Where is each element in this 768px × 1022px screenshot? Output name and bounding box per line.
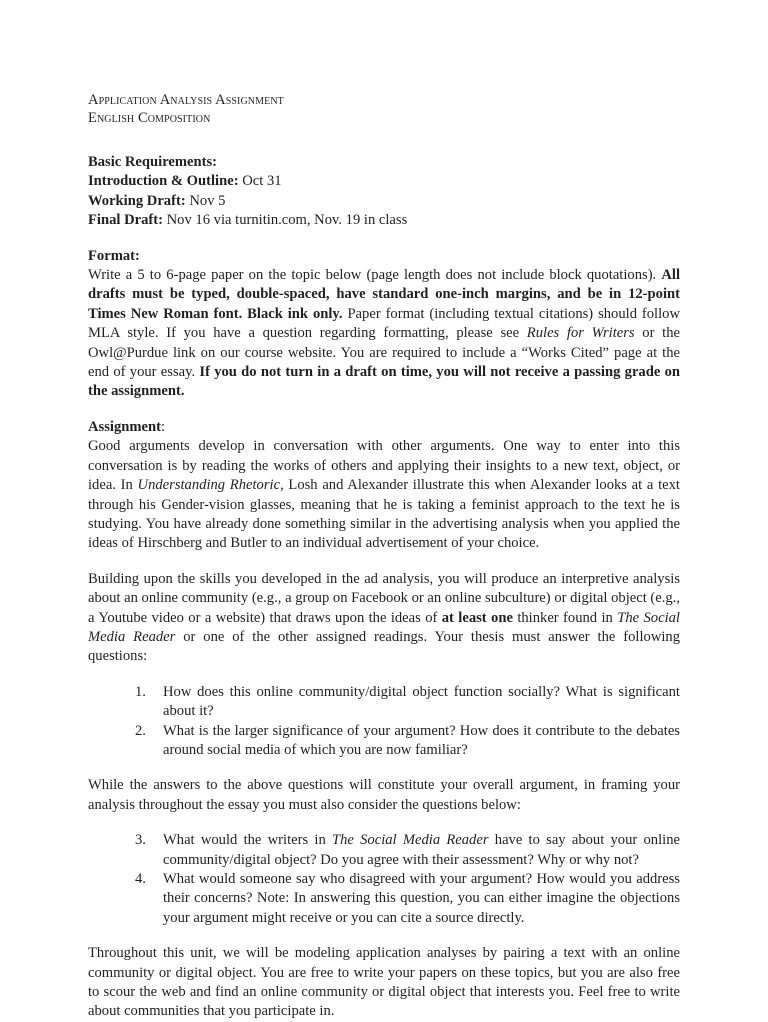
- list-item: [88, 722, 680, 761]
- format-paragraph: [88, 266, 680, 402]
- assignment-paragraph-2-block: [88, 570, 680, 667]
- questions-list-first: [88, 683, 680, 761]
- questions-list-second: [88, 831, 680, 928]
- requirement-item: [88, 192, 680, 211]
- assignment-heading-colon: :: [160, 418, 166, 435]
- text-run: Paper format (including textual citations) should follow MLA style. If you have a question regarding formatting, please see: [88, 305, 680, 342]
- text-run: , Losh and Alexander illustrate this when Alexander looks at a text through his Gender-vision glasses, meaning that he is taking a feminist approach to the text he is studying. You have already done something similar in the advertising analysis when you applied the ideas of Hirschberg and Butler to an individual advertisement of your choice.: [88, 477, 680, 552]
- text-run: or the Owl@Purdue link on our course website. You are required to include a “Works Cited” page at the end of your essay.: [88, 325, 680, 381]
- text-run: or one of the other assigned readings. Your thesis must answer the following questions:: [88, 628, 681, 665]
- text-run: Good arguments develop in conversation with other arguments. One way to enter into this conversation is by reading the works of others and applying their insights to a new text, object, or idea. In: [88, 438, 680, 494]
- assignment-heading: [88, 418, 680, 437]
- text-run: Building upon the skills you developed in the ad analysis, you will produce an interpretive analysis about an online community (e.g., a group on Facebook or an online subculture) or digital object (e.g., a Youtube video or a website) that draws upon the ideas of: [88, 570, 680, 626]
- text-run: What would the writers in: [163, 832, 332, 849]
- bold-run: If you do not turn in a draft on time, you will not receive a passing grade on the assignment.: [88, 364, 680, 400]
- requirement-label: Introduction & Outline:: [88, 173, 239, 190]
- format-section: [88, 247, 680, 402]
- list-item-text: [163, 722, 680, 761]
- closing-paragraph: [88, 944, 680, 1022]
- italic-run: The Social Media Reader: [88, 609, 680, 645]
- bold-run: at least one: [441, 609, 513, 626]
- basic-requirements-title: [88, 153, 680, 172]
- requirement-label: Working Draft:: [88, 192, 186, 209]
- list-item-number: 3.: [135, 832, 146, 849]
- basic-requirements-title-text: Basic Requirements:: [88, 154, 218, 170]
- bridge-paragraph-block: [88, 776, 680, 815]
- closing-paragraph-block: [88, 944, 680, 1022]
- text-run: Write a 5 to 6-page paper on the topic below (page length does not include block quotations).: [88, 267, 662, 284]
- italic-run: The Social Media Reader: [332, 832, 489, 849]
- format-heading-text: Format:: [88, 247, 140, 264]
- requirement-value: Oct 31: [242, 173, 282, 190]
- text-run: What is the larger significance of your argument? How does it contribute to the debates around social media of which you are now familiar?: [163, 722, 680, 758]
- list-item-number: 4.: [135, 871, 146, 887]
- assignment-paragraph-2: [88, 570, 680, 667]
- format-heading: [88, 247, 680, 266]
- bold-run: All drafts must be typed, double-spaced, have standard one-inch margins, and be in 12-point Times New Roman font. Black ink only.: [88, 267, 680, 322]
- list-item: [88, 870, 680, 928]
- text-run: thinker found in: [512, 609, 618, 626]
- requirement-label: Final Draft:: [88, 212, 163, 229]
- header-title-line: Application Analysis Assignment: [88, 92, 284, 108]
- list-item-number: 1.: [135, 683, 146, 700]
- bridge-paragraph: [88, 776, 680, 815]
- requirement-item: [88, 211, 680, 230]
- list-item-text: [163, 831, 680, 870]
- italic-run: Understanding Rhetoric: [137, 477, 281, 494]
- basic-requirements-section: [88, 153, 680, 231]
- list-item-text: [163, 683, 680, 722]
- assignment-heading-text: Assignment: [88, 418, 161, 435]
- text-run: Throughout this unit, we will be modeling application analyses by pairing a text with an online community or digital object. You are free to write your papers on these topics, but you are also free to scour the web and find an online community or digital object that interests you. Feel free to write about communities that you participate in.: [88, 945, 680, 1020]
- header-course-line: English Composition: [88, 109, 211, 126]
- assignment-paragraph-1: [88, 437, 680, 553]
- italic-run: Rules for Writers: [526, 325, 635, 342]
- requirement-value: Nov 16 via turnitin.com, Nov. 19 in class: [166, 212, 408, 229]
- list-item: [88, 831, 680, 870]
- assignment-section: [88, 418, 680, 554]
- list-item: [88, 683, 680, 722]
- requirement-value: Nov 5: [189, 192, 226, 209]
- list-item-text: [163, 870, 680, 928]
- text-run: How does this online community/digital object function socially? What is significant about it?: [163, 683, 680, 720]
- text-run: have to say about your online community/digital object? Do you agree with their assessment? Why or why not?: [163, 832, 680, 868]
- document-body: [88, 92, 680, 1022]
- text-run: While the answers to the above questions will constitute your overall argument, in framing your analysis throughout the essay you must also consider the questions below:: [88, 777, 680, 813]
- document-header: [88, 92, 680, 127]
- list-item-number: 2.: [135, 722, 146, 739]
- text-run: What would someone say who disagreed with your argument? How would you address their concerns? Note: In answering this question, you can either imagine the objections your argument might receive or you can cite a source directly.: [163, 871, 680, 926]
- requirement-item: [88, 172, 680, 191]
